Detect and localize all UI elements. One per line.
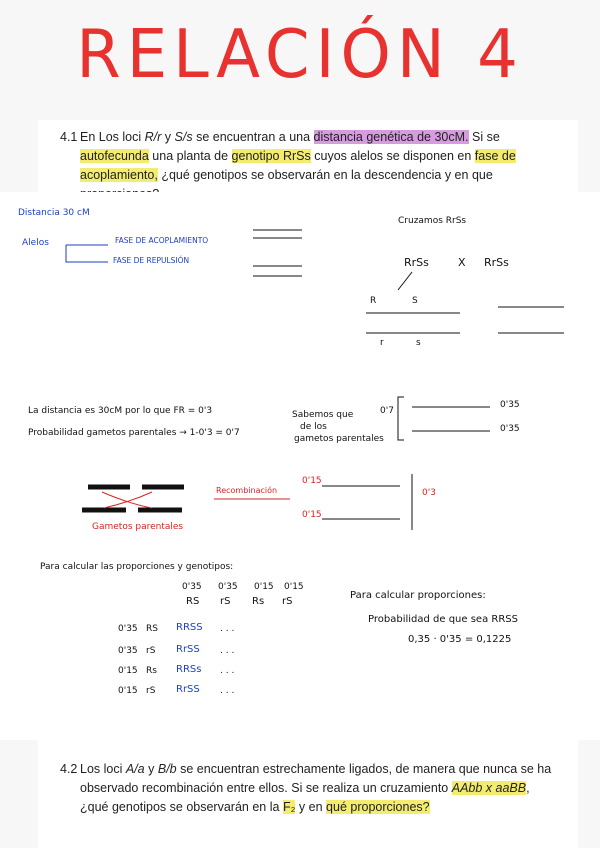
col-gamete: rS <box>220 596 231 607</box>
proportions-heading: Para calcular proporciones: <box>350 590 486 601</box>
coupling-phase: FASE DE ACOPLAMIENTO <box>115 236 209 245</box>
dots: . . . <box>220 624 235 634</box>
sabemos-3: gametos parentales <box>294 434 384 444</box>
highlight: genotipo RrSs <box>231 149 311 163</box>
allele-S: S <box>412 296 418 306</box>
dots: . . . <box>220 686 235 696</box>
probability-line: Probabilidad gametos parentales → 1-0'3 = 0'7 <box>28 428 240 438</box>
col-value: 0'15 <box>254 582 274 592</box>
highlight: AAbb x aaBB <box>451 781 527 795</box>
highlight: autofecunda <box>80 149 149 163</box>
sabemos-2: de los <box>300 422 327 432</box>
text: En Los loci <box>80 130 142 144</box>
text: Si se <box>472 130 500 144</box>
text: y <box>164 130 172 144</box>
question-number: 4.2 <box>60 762 78 776</box>
row-gamete: rS <box>146 646 156 656</box>
cross-parent-b: RrSs <box>484 256 509 269</box>
text: Los loci <box>80 762 123 776</box>
text: y en <box>298 800 323 814</box>
col-gamete: RS <box>186 596 200 607</box>
row-result: RRSS <box>176 622 203 633</box>
text: A/a <box>125 762 145 776</box>
text: se encuentran estrechamente ligados, de manera que nunca se ha observado recombinación entre ellos. Si se realiza un cruzamiento <box>80 762 552 795</box>
col-gamete: rS <box>282 596 293 607</box>
col-value: 0'15 <box>284 582 304 592</box>
value-015-a: 0'15 <box>302 476 322 486</box>
page-title: RELACIÓN 4 <box>76 16 524 94</box>
probability-rrss: Probabilidad de que sea RRSS <box>368 614 518 625</box>
col-value: 0'35 <box>218 582 238 592</box>
cross-parent-a: RrSs <box>404 256 429 269</box>
value-07: 0'7 <box>380 406 394 416</box>
text: y <box>148 762 155 776</box>
row-gamete: Rs <box>146 666 157 676</box>
row-gamete: rS <box>146 686 156 696</box>
row-gamete: RS <box>146 624 158 634</box>
notes-drawing <box>0 192 600 740</box>
text: B/b <box>157 762 177 776</box>
text: una planta de <box>152 149 229 163</box>
highlight: distancia genética de 30cM. <box>313 130 469 144</box>
allele-r: r <box>380 338 384 348</box>
row-value: 0'35 <box>118 624 138 634</box>
text: se encuentran a una <box>196 130 311 144</box>
cross-symbol: X <box>458 256 466 269</box>
recombination-label: Recombinación <box>216 486 278 495</box>
allele-R: R <box>370 296 377 306</box>
value-035-b: 0'35 <box>500 424 520 434</box>
value-03: 0'3 <box>422 488 436 498</box>
calculation: 0,35 · 0'35 = 0,1225 <box>408 634 512 645</box>
allele-s: s <box>416 338 421 348</box>
highlight: F₂ <box>282 800 296 814</box>
value-015-b: 0'15 <box>302 510 322 520</box>
handwritten-notes <box>0 192 600 740</box>
cross-title: Cruzamos RrSs <box>398 216 467 226</box>
value-035-a: 0'35 <box>500 400 520 410</box>
row-result: RrSS <box>176 684 200 695</box>
text: cuyos alelos se disponen en <box>314 149 472 163</box>
calc-heading: Para calcular las proporciones y genotipos: <box>40 562 234 572</box>
dots: . . . <box>220 646 235 656</box>
row-value: 0'15 <box>118 666 138 676</box>
question-4-2 <box>38 740 578 848</box>
text: ¿qué genotipos se observarán en la descendencia y en que <box>161 168 493 182</box>
text: S/s <box>174 130 193 144</box>
question-number: 4.1 <box>60 130 78 144</box>
col-gamete: Rs <box>252 596 265 607</box>
distance-note: Distancia 30 cM <box>18 208 90 218</box>
text: R/r <box>144 130 162 144</box>
row-result: RrSS <box>176 644 200 655</box>
text: , ¿qué genotipos se observarán en la <box>80 781 530 814</box>
sabemos: Sabemos que <box>292 410 354 420</box>
parental-gametes: Gametos parentales <box>92 522 184 532</box>
question-4-1 <box>38 120 578 192</box>
row-value: 0'15 <box>118 686 138 696</box>
distance-line: La distancia es 30cM por lo que FR = 0'3 <box>28 406 213 416</box>
highlight: qué proporciones? <box>326 800 430 814</box>
row-value: 0'35 <box>118 646 138 656</box>
row-result: RRSs <box>176 664 202 675</box>
repulsion-phase: FASE DE REPULSIÓN <box>113 256 190 265</box>
highlight: fase de acoplamiento, <box>80 149 516 182</box>
col-value: 0'35 <box>182 582 202 592</box>
dots: . . . <box>220 666 235 676</box>
alleles-label: Alelos <box>22 238 49 248</box>
